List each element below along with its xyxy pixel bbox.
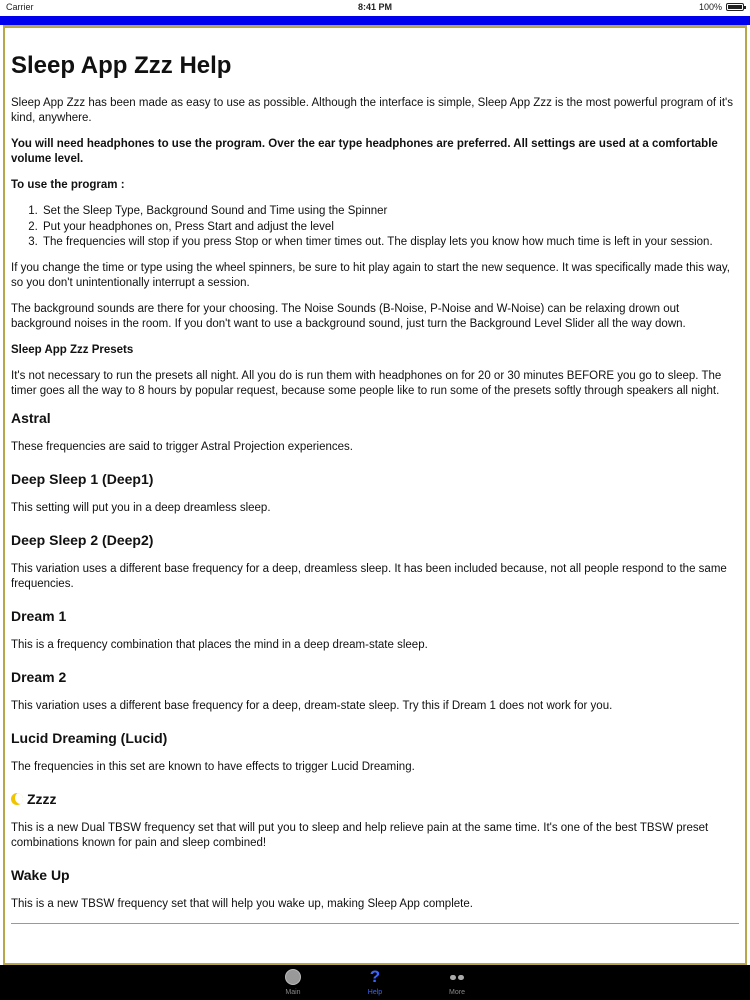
preset-heading-deep2: Deep Sleep 2 (Deep2) bbox=[11, 531, 154, 548]
preset-heading-zzzz bbox=[11, 791, 739, 808]
help-content bbox=[5, 28, 745, 924]
status-time: 8:41 PM bbox=[357, 2, 392, 12]
preset-desc: This variation uses a different base frequency for a deep, dreamless sleep. It has been included because, not all people respond to the same frequencies. bbox=[11, 562, 727, 590]
header-band bbox=[0, 16, 750, 25]
preset-desc: These frequencies are said to trigger Astral Projection experiences. bbox=[11, 440, 353, 453]
tab-main[interactable] bbox=[267, 965, 319, 1000]
preset-desc: This setting will put you in a deep dreamless sleep. bbox=[11, 501, 271, 514]
preset-desc: The frequencies in this set are known to have effects to trigger Lucid Dreaming. bbox=[11, 760, 415, 773]
change-note: If you change the time or type using the wheel spinners, be sure to hit play again to start the new sequence. It was specifically made this way, so you don't unintentionally interrupt a session. bbox=[11, 261, 730, 289]
preset-heading-wakeup: Wake Up bbox=[11, 866, 70, 883]
headphones-notice: You will need headphones to use the program. Over the ear type headphones are preferred. All settings are used at a comfortable volume level. bbox=[11, 138, 718, 165]
page-title: Sleep App Zzz Help bbox=[11, 52, 232, 79]
tab-help-label: Help bbox=[367, 989, 383, 996]
step-item: 1. Set the Sleep Type, Background Sound and Time using the Spinner bbox=[41, 204, 739, 220]
presets-heading: Sleep App Zzz Presets bbox=[11, 343, 134, 356]
battery-icon bbox=[726, 3, 744, 11]
preset-heading-deep1: Deep Sleep 1 (Deep1) bbox=[11, 470, 154, 487]
steps-list bbox=[11, 204, 739, 251]
preset-heading-dream1: Dream 1 bbox=[11, 607, 67, 624]
preset-desc: This is a new TBSW frequency set that will help you wake up, making Sleep App complete. bbox=[11, 897, 473, 910]
tab-more[interactable] bbox=[431, 965, 483, 1000]
preset-heading-dream2: Dream 2 bbox=[11, 668, 67, 685]
sleep-mask-icon bbox=[448, 968, 466, 986]
tab-more-label: More bbox=[449, 989, 465, 996]
battery-indicator bbox=[699, 2, 744, 12]
moon-icon bbox=[11, 793, 23, 805]
battery-percent: 100% bbox=[698, 2, 722, 12]
step-item: 3. The frequencies will stop if you press Stop or when timer times out. The display lets you know how much time is left in your session. bbox=[41, 235, 739, 251]
presets-note: It's not necessary to run the presets all night. All you do is run them with headphones on for 20 or 30 minutes BEFORE you go to sleep. The timer goes all the way to 8 hours by popular request, because some people like to run some of the presets softly through speakers all night. bbox=[11, 369, 722, 397]
preset-desc: This is a frequency combination that places the mind in a deep dream-state sleep. bbox=[11, 638, 428, 651]
preset-heading-astral: Astral bbox=[11, 409, 51, 426]
intro-text: Sleep App Zzz has been made as easy to use as possible. Although the interface is simple, Sleep App Zzz is the most powerful program of it's kind, anywhere. bbox=[11, 97, 733, 124]
step-item: 2. Put your headphones on, Press Start and adjust the level bbox=[41, 220, 739, 236]
status-bar bbox=[0, 0, 750, 16]
to-use-heading: To use the program : bbox=[11, 179, 125, 191]
carrier-label: Carrier bbox=[6, 2, 34, 12]
content-divider bbox=[11, 923, 739, 924]
preset-heading-lucid: Lucid Dreaming (Lucid) bbox=[11, 729, 168, 746]
question-mark-icon: ? bbox=[369, 967, 381, 986]
tab-bar bbox=[0, 965, 750, 1000]
help-webview[interactable] bbox=[3, 25, 747, 965]
background-note: The background sounds are there for your choosing. The Noise Sounds (B-Noise, P-Noise and W-Noise) can be relaxing drown out background noises in the room. If you don't want to use a background sound, just turn the Background Level Slider all the way down. bbox=[11, 302, 686, 330]
sleeper-icon bbox=[284, 968, 302, 986]
tab-main-label: Main bbox=[285, 989, 301, 996]
preset-desc: This variation uses a different base frequency for a deep, dream-state sleep. Try this if Dream 1 does not work for you. bbox=[11, 699, 613, 712]
tab-help[interactable] bbox=[349, 965, 401, 1000]
preset-heading-zzzz-label: Zzzz bbox=[27, 790, 57, 807]
preset-desc: This is a new Dual TBSW frequency set that will put you to sleep and help relieve pain at the same time. It's one of the best TBSW preset combinations known for pain and sleep combined! bbox=[11, 821, 709, 849]
